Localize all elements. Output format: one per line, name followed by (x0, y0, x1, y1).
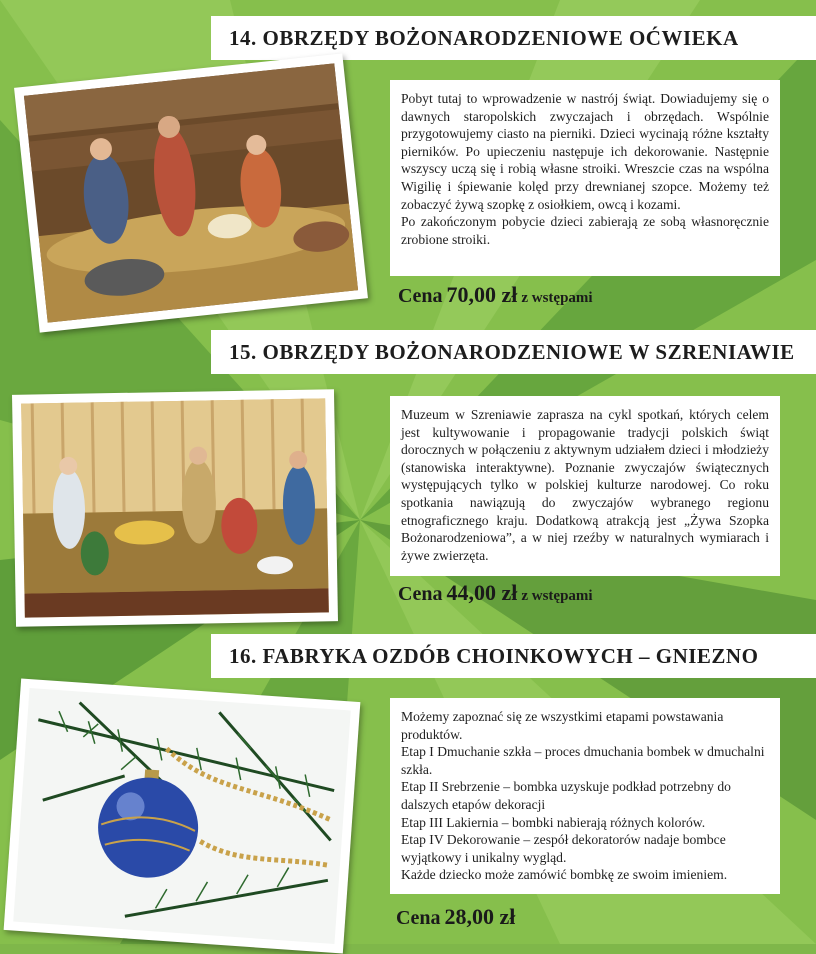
item-14-description (390, 80, 780, 276)
item-16-description (390, 698, 780, 894)
price-value: 70,00 zł (446, 282, 518, 307)
item-16-paragraph: Etap II Srebrzenie – bombka uzyskuje podkład potrzebny do dalszych etapów dekoracji (401, 779, 731, 812)
item-15-title: 15. OBRZĘDY BOŻONARODZENIOWE W SZRENIAWIE (211, 330, 816, 374)
item-15-description (390, 396, 780, 576)
price-value: 28,00 zł (444, 904, 516, 929)
price-suffix: z wstępami (521, 588, 593, 604)
item-16-title: 16. FABRYKA OZDÓB CHOINKOWYCH – GNIEZNO (211, 634, 816, 678)
item-15-paragraph: Muzeum w Szreniawie zaprasza na cykl spotkań, których celem jest kultywowanie i propagowanie tradycji polskich świąt dorocznych w połączeniu z aktywnym udziałem dzieci i młodzieży (stanowiska interaktywne). Poznanie zwyczajów świątecznych występujących tylko w polskiej kulturze narodowej. Co roku spotkania nawiązują do zwyczajów wybranego regionu etnograficznego kraju. Dodatkową atrakcją jest „Żywa Szopka Bożonarodzeniowa”, a w niej rzeźby w naturalnych wymiarach i żywe zwierzęta. (401, 407, 769, 563)
price-value: 44,00 zł (446, 580, 518, 605)
item-14-paragraph: Po zakończonym pobycie dzieci zabierają ze sobą własnoręcznie zrobione stroiki. (401, 214, 769, 247)
item-16-photo (4, 678, 361, 953)
item-16-paragraph: Każde dziecko może zamówić bombkę ze swoim imieniem. (401, 867, 728, 883)
price-suffix: z wstępami (521, 290, 593, 306)
item-14-photo (14, 53, 368, 332)
item-16-paragraph: Etap III Lakiernia – bombki nabierają różnych kolorów. (401, 814, 706, 830)
nativity-scene-image (14, 53, 368, 332)
item-14-title: 14. OBRZĘDY BOŻONARODZENIOWE OĆWIEKA (211, 16, 816, 60)
price-label: Cena (396, 907, 441, 929)
price-label: Cena (398, 583, 443, 605)
nativity-curtain-image (12, 389, 338, 627)
item-16-price (396, 904, 515, 930)
item-14-paragraph: Pobyt tutaj to wprowadzenie w nastrój świąt. Dowiadujemy się o dawnych staropolskich zwyczajach i obrzędach. Wspólnie przygotowujemy ciasto na pierniki. Dzieci wycinają różne kształty pierników. Po upieczeniu następuje ich dekorowanie. Następnie wszyscy uczą się i robią własne stroiki. Wreszcie czas na wspólna Wigilię i śpiewanie kolęd przy drewnianej szopce. Możemy też zobaczyć żywą szopkę z osiołkiem, owcą i kozami. (401, 91, 769, 212)
item-16-paragraph: Etap I Dmuchanie szkła – proces dmuchania bombek w dmuchalni szkła. (401, 744, 765, 777)
christmas-bauble-image (4, 678, 361, 953)
item-15-price (398, 580, 593, 606)
price-label: Cena (398, 285, 443, 307)
item-16-paragraph: Możemy zapoznać się ze wszystkimi etapami powstawania produktów. (401, 709, 724, 742)
item-16-paragraph: Etap IV Dekorowanie – zespół dekoratorów nadaje bombce wyjątkowy i unikalny wygląd. (401, 832, 726, 865)
item-15-photo (12, 389, 338, 627)
item-14-price (398, 282, 593, 308)
